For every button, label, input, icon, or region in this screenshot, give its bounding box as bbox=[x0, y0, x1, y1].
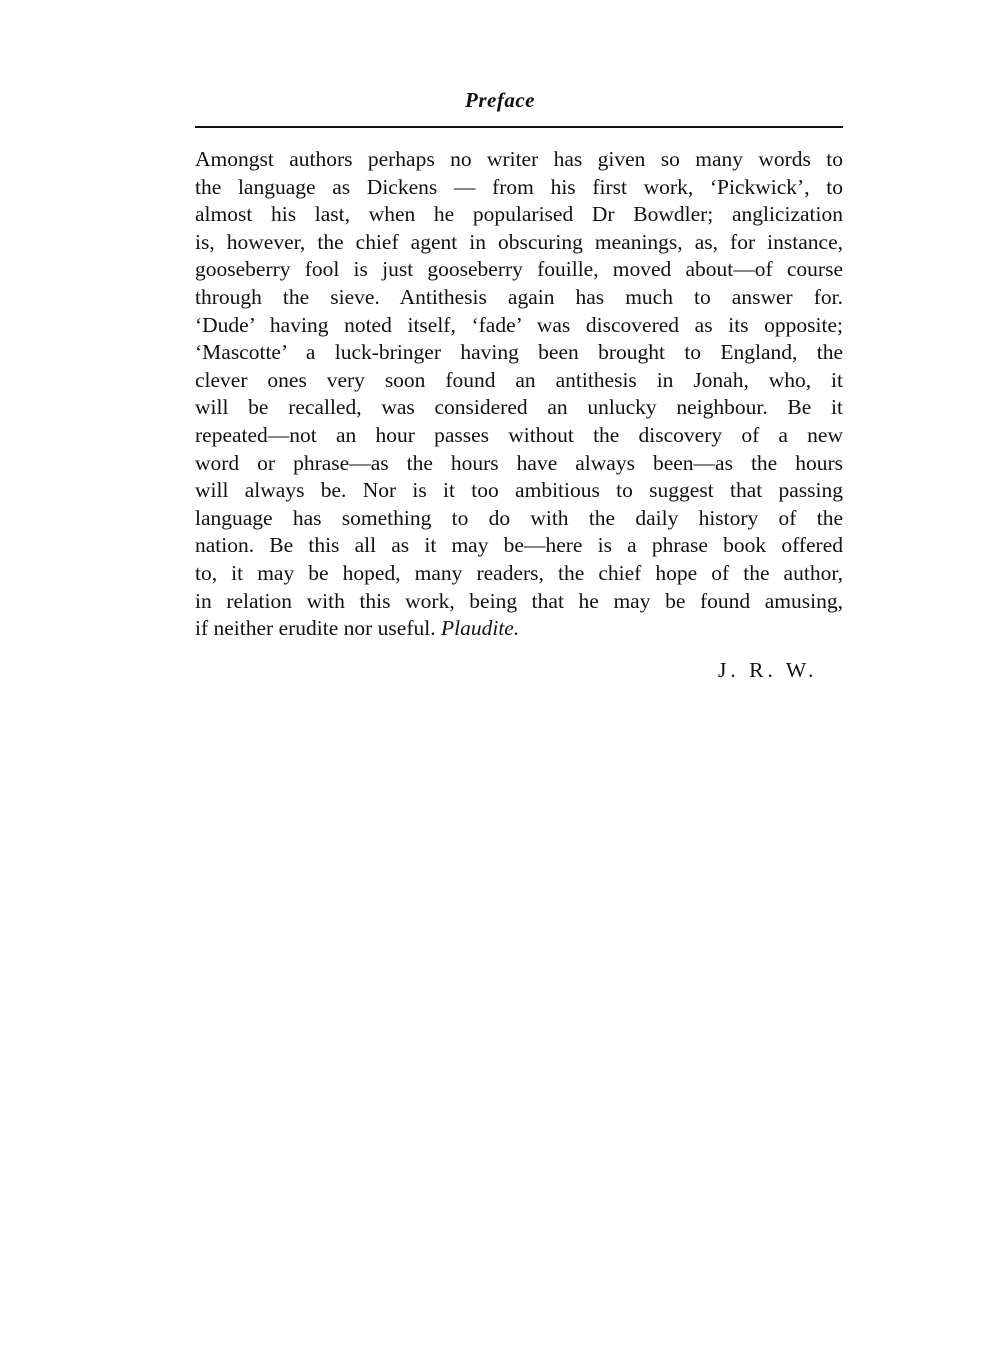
paragraph-line: word or phrase—as the hours have always been—as the hours bbox=[195, 450, 843, 475]
paragraph-line: ‘Dude’ having noted itself, ‘fade’ was discovered as its opposite; bbox=[195, 312, 843, 337]
paragraph-line: the language as Dickens — from his first work, ‘Pickwick’, to bbox=[195, 174, 843, 199]
paragraph-line: will be recalled, was considered an unlucky neighbour. Be it bbox=[195, 395, 843, 420]
paragraph-final-line bbox=[195, 615, 843, 643]
paragraph-line: gooseberry fool is just gooseberry fouille, moved about—of course bbox=[195, 257, 843, 282]
paragraph-line: through the sieve. Antithesis again has much to answer for. bbox=[195, 284, 843, 309]
paragraph-line: almost his last, when he popularised Dr Bowdler; anglicization bbox=[195, 202, 843, 227]
paragraph-line: is, however, the chief agent in obscuring meanings, as, for instance, bbox=[195, 229, 843, 254]
paragraph-line: nation. Be this all as it may be—here is a phrase book offered bbox=[195, 533, 843, 558]
preface-paragraph bbox=[195, 146, 843, 643]
author-initials: J. R. W. bbox=[718, 658, 818, 682]
final-line-text: if neither erudite nor useful. bbox=[195, 616, 436, 641]
paragraph-line: repeated—not an hour passes without the discovery of a new bbox=[195, 422, 843, 447]
header-rule bbox=[195, 126, 843, 128]
paragraph-line: will always be. Nor is it too ambitious to suggest that passing bbox=[195, 478, 843, 503]
paragraph-line: language has something to do with the daily history of the bbox=[195, 505, 843, 530]
paragraph-line: Amongst authors perhaps no writer has given so many words to bbox=[195, 147, 843, 171]
paragraph-line: clever ones very soon found an antithesis in Jonah, who, it bbox=[195, 367, 843, 392]
paragraph-line: in relation with this work, being that he may be found amusing, bbox=[195, 588, 843, 613]
paragraph-line: to, it may be hoped, many readers, the chief hope of the author, bbox=[195, 560, 843, 585]
plaudite-emphasis: Plaudite. bbox=[440, 616, 520, 641]
running-head: Preface bbox=[465, 88, 535, 112]
paragraph-line: ‘Mascotte’ a luck-bringer having been brought to England, the bbox=[195, 340, 843, 365]
